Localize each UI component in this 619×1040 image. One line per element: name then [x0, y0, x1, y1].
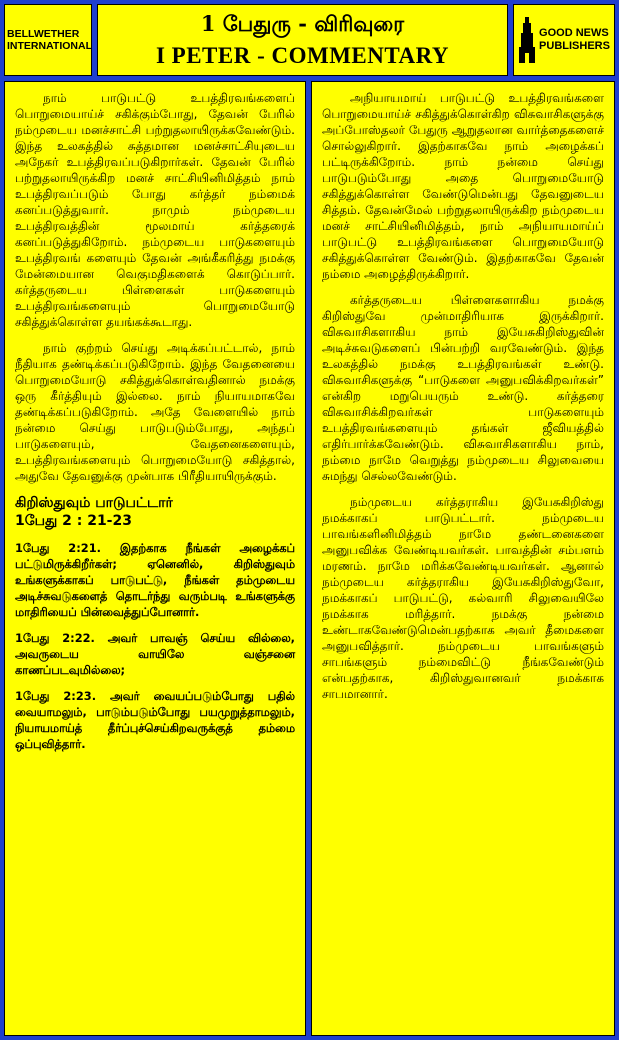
title-english: I PETER - COMMENTARY — [155, 43, 450, 68]
building-tower-icon — [518, 17, 536, 63]
right-paragraph-1: அநியாயமாய் பாடுபட்டு உபத்திரவங்களை பொறுமையாய்ச் சகித்துக்கொள்கிற விசுவாசிகளுக்கு அப்போஸ்தலர் பேதுரு ஆறுதலான வார்த்தைகளைச் சொல்லுகிறார். இதற்காகவே நாம் அழைக்கப் பட்டிருக்கிறோம். நாம் நன்மை செய்து பாடுபடும்போது அதை பொறுமையோடு சகித்துக்கொள்ள வேண்டுமென்பது தேவனுடைய சித்தம். தேவன்மேல் பற்றுதலாயிருக்கிற நம்முடைய மனச் சாட்சியினிமித்தம், நாம் அநியாயமாய்ப் பாடுபட்டு உபத்திரவங்களை பொறுமையோடு சகித்துக்கொள்ள வேண்டும். இதற்காகவே தேவன் நம்மை அழைத்திருக்கிறார். — [322, 91, 604, 281]
verse-2-23: 1பேது 2:23. அவர் வையப்படும்போது பதில் வையாமலும், பாடும்படும்போது பயமுறுத்தாமலும், நியாயமாய்த் தீர்ப்புச்செய்கிறவருக்குத் தம்மை ஒப்புவித்தார். — [15, 689, 295, 751]
right-paragraph-2: கர்த்தருடைய பிள்ளைகளாகிய நமக்கு கிறிஸ்துவே முன்மாதிரியாக இருக்கிறார். விசுவாசிகளாகிய நாம் இயேசுகிறிஸ்துவின் அடிச்சுவடுகளைப் பின்பற்றி வரவேண்டும். இந்த உலகத்தில் நமக்கு உபத்திரவங்கள் உண்டு. விசுவாசிகளுக்கு “பாடுகளை அனுபவிக்கிறவர்கள்” என்கிற மறுபெயரும் உண்டு. கர்த்தரை விசுவாசிக்கிறவர்கள் பாடுகளையும் உபத்திரவங்களையும் தங்கள் ஜீவியத்தில் எதிர்பார்க்கவேண்டும். விசுவாசிகளாகிய நாம், நம்மை நாமே வெறுத்து நம்முடைய சிலுவையை சுமந்து செல்லவேண்டும். — [322, 293, 604, 483]
logo-right-text: GOOD NEWS PUBLISHERS — [539, 27, 610, 52]
left-column — [4, 81, 306, 1036]
left-paragraph-2: நாம் குற்றம் செய்து அடிக்கப்பட்டால், நாம் நீதியாக தண்டிக்கப்படுகிறோம். இந்த வேதனையை பொறுமையோடு சகித்துக்கொள்வதினால் நமக்கு ஒரு கீர்த்தியும் இல்லை. நாம் நியாயமாகவே தண்டிக்கப்படுகிறோம். அதே வேளையில் நாம் நன்மை செய்து பாடுபடும்போது, அந்தப் பாடுகளையும், வேதனைகளையும், உபத்திரவங்களையும் பொறுமையோடு சகித்தால், அதுவே தேவனுக்கு முன்பாக பிரீதியாயிருக்கும். — [15, 341, 295, 483]
left-paragraph-1: நாம் பாடுபட்டு உபத்திரவங்களைப் பொறுமையாய்ச் சகிக்கும்போது, தேவன் பேரில் நம்முடைய மனச்சாட்சி பற்றுதலாயிருக்கவேண்டும். இந்த உலகத்தில் சுத்தமான மனச்சாட்சியுடைய அநேகர் உபத்திரவப்படுகிறார்கள். தேவன் பேரில் பற்றுதலாயிருக்கிற மனச் சாட்சியினிமித்தம் நாம் உபத்திரவப்படும் போது கர்த்தர் நம்மைக் கனப்படுத்துவார். நாமும் நம்முடைய உபத்திரவத்தின் மூலமாய் கர்த்தரைக் கனப்படுத்துகிறோம். நம்முடைய பாடுகளையும் உபத்திரவங் களையும் தேவன் அங்கீகரித்து நமக்கு மேன்மையான வெகுமதிகளைக் கொடுப்பார். கர்த்தருடைய பிள்ளைகள் பாடுகளையும் உபத்திரவங்களையும் பொறுமையோடு சகித்துக்கொள்ள தயங்கக்கூடாது. — [15, 91, 295, 329]
good-news-publishers-logo — [513, 4, 615, 76]
section-heading-title: கிறிஸ்துவும் பாடுபட்டார் — [15, 495, 173, 511]
verse-2-21: 1பேது 2:21. இதற்காக நீங்கள் அழைக்கப் பட்டுமிருக்கிறீர்கள்; ஏனெனில், கிறிஸ்துவும் உங்களுக்காகப் பாடுபட்டு, நீங்கள் தம்முடைய அடிச்சுவடுகளைத் தொடர்ந்து வரும்படி உங்களுக்கு மாதிரியைப் பின்வைத்துப்போனார். — [15, 541, 295, 619]
bellwether-logo — [4, 4, 92, 76]
section-heading — [15, 494, 295, 530]
logo-left-text: BELLWETHER INTERNATIONAL — [7, 28, 92, 52]
page-header — [97, 4, 508, 76]
right-paragraph-3: நம்முடைய கர்த்தராகிய இயேசுகிறிஸ்து நமக்காகப் பாடுபட்டார். நம்முடைய பாவங்களினிமித்தம் நாமே தண்டனைகளை அனுபவிக்க வேண்டியவர்கள். பாவத்தின் சம்பளம் மரணம். நாமே மரிக்கவேண்டியவர்கள். ஆனால் நம்முடைய கர்த்தராகிய இயேசுகிறிஸ்துவோ, நமக்காகப் பாடுபட்டு, கல்வாரி சிலுவையிலே நமக்காக மரித்தார். நமக்கு நன்மை உண்டாகவேண்டுமென்பதற்காக அவர் தீமைகளை அனுபவித்தார். நம்முடைய பாவங்களும் சாபங்களும் நம்மைவிட்டு நீங்கவேண்டும் என்பதற்காக, கிறிஸ்துவானவர் நமக்காக சாபமானார். — [322, 495, 604, 701]
right-column — [311, 81, 615, 1036]
verse-2-22: 1பேது 2:22. அவர் பாவஞ் செய்ய வில்லை, அவருடைய வாயிலே வஞ்சனை காணப்படவுமில்லை; — [15, 631, 295, 677]
section-heading-reference: 1பேது 2 : 21-23 — [15, 513, 132, 529]
title-tamil: 1 பேதுரு - விரிவுரை — [200, 11, 405, 36]
